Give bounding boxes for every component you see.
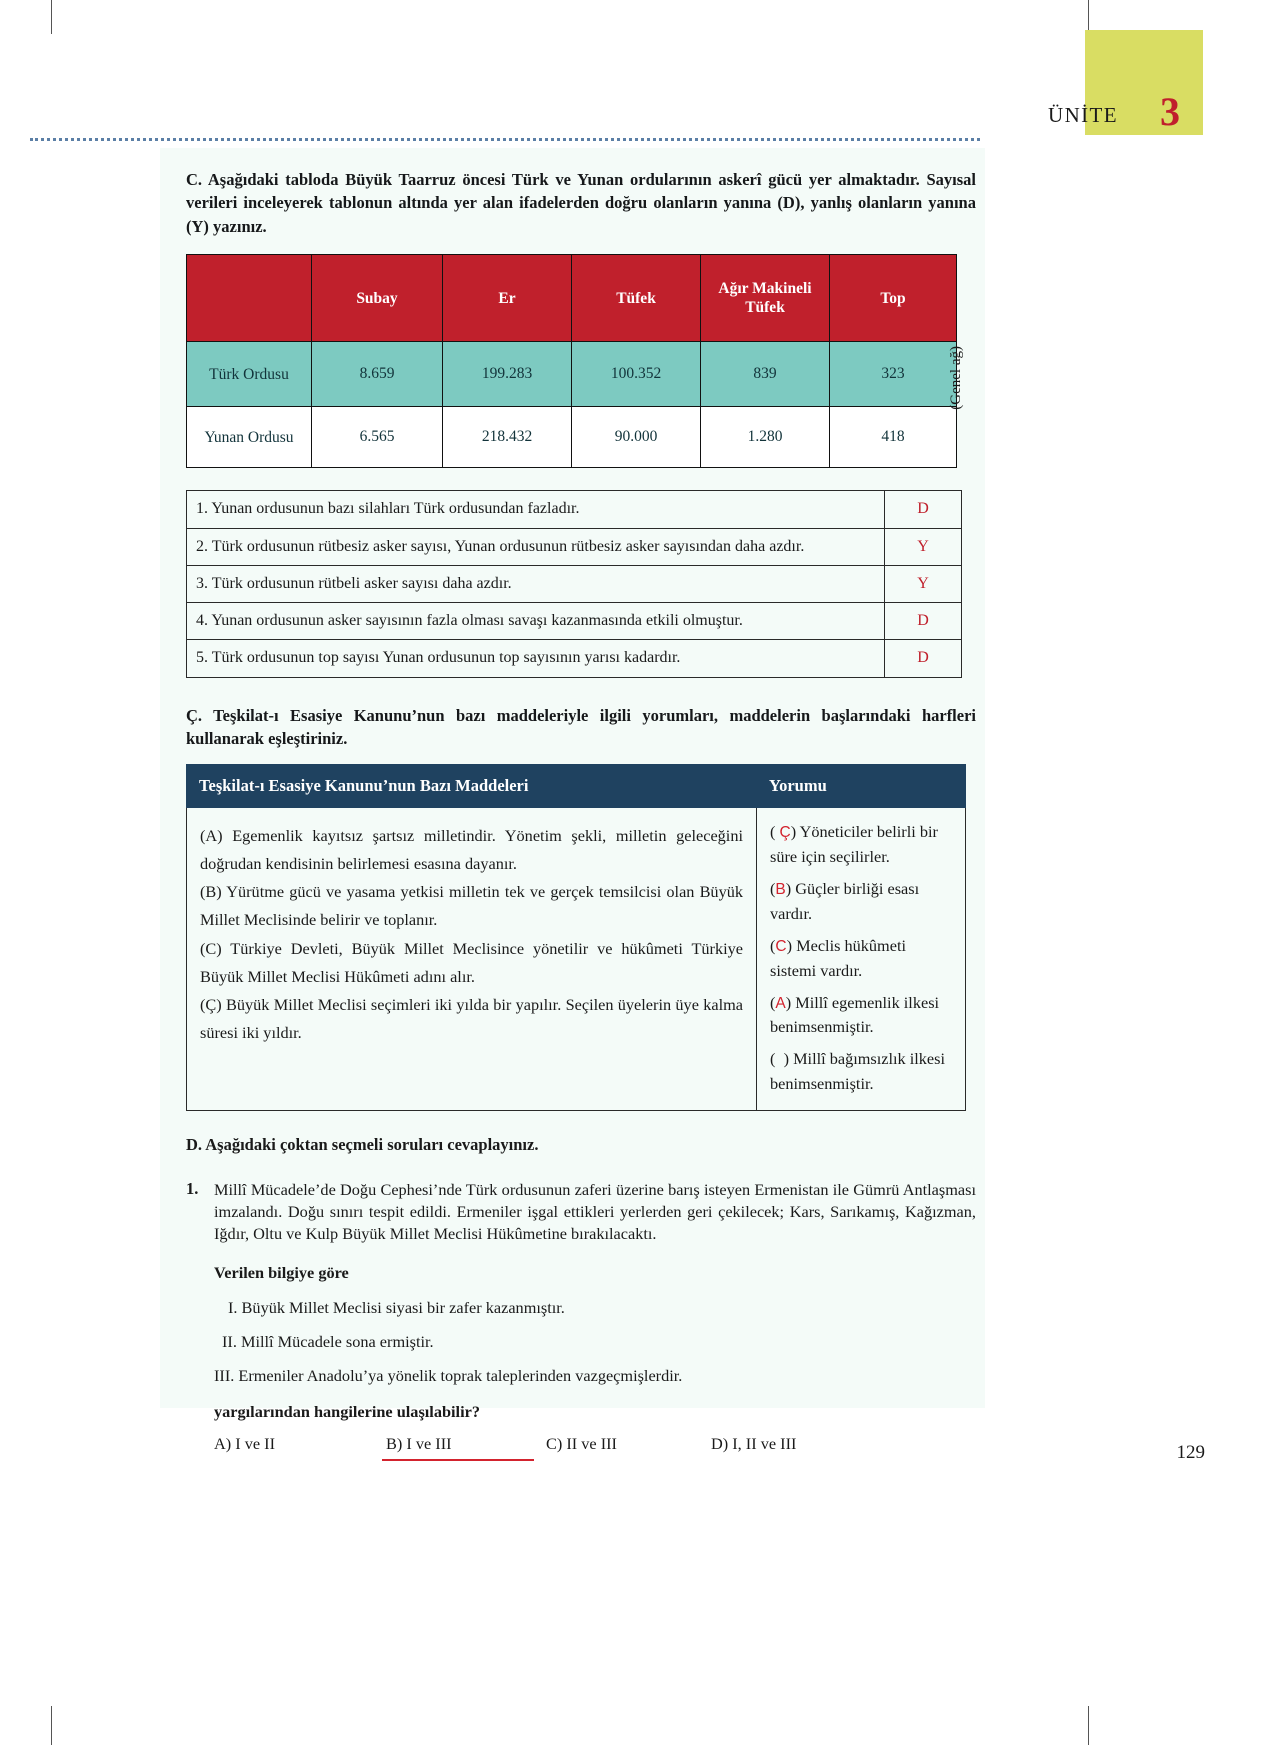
cell-turk-agir-makineli-tufek: 839 [701, 342, 830, 407]
crop-mark-bottom-left [51, 1706, 52, 1745]
choice-d[interactable]: D) I, II ve III [711, 1434, 797, 1454]
cell-turk-er: 199.283 [443, 342, 572, 407]
article-c-cedilla: (Ç) Büyük Millet Meclisi seçimleri iki yılda bir yapılır. Seçilen üyelerin üye kalma süresi iki yıldır. [200, 994, 743, 1042]
true-false-statements-table [186, 490, 962, 677]
statement-row-4 [187, 603, 962, 640]
cell-yunan-subay: 6.565 [312, 407, 443, 468]
statement-answer-1[interactable]: D [885, 491, 962, 528]
matching-table [186, 764, 966, 1111]
col-header-er: Er [443, 255, 572, 342]
statement-answer-4[interactable]: D [885, 603, 962, 640]
statement-row-5 [187, 640, 962, 677]
question-stem: Millî Mücadele’de Doğu Cephesi’nde Türk ordusunun zaferi üzerine barış isteyen Ermenistan ile Gümrü Antlaşması imzalandı. Doğu sınırı tespit edildi. Ermeniler işgal ettikleri yerlerden geri çekilecek; Kars, Sarıkamış, Kağızman, Iğdır, Oltu ve Kulp Büyük Millet Meclisi Hükûmetine bırakılacaktı. [214, 1180, 976, 1244]
article-b: (B) Yürütme gücü ve yasama yetkisi milletin tek ve gerçek temsilcisi olan Büyük Millet Meclisinde belirir ve toplanır. [200, 882, 743, 930]
statement-answer-2[interactable]: Y [885, 528, 962, 565]
section-d-prompt: D. Aşağıdaki çoktan seçmeli soruları cevaplayınız. [186, 1135, 539, 1155]
interpretation-answer-3[interactable]: C [775, 937, 787, 955]
cell-yunan-tufek: 90.000 [572, 407, 701, 468]
statement-answer-5[interactable]: D [885, 640, 962, 677]
col-header-agir-makineli-tufek: Ağır Makineli Tüfek [701, 255, 830, 342]
col-header-subay: Subay [312, 255, 443, 342]
interpretation-answer-4[interactable]: A [775, 994, 786, 1012]
matching-interpretations-cell [757, 808, 966, 1111]
question-ask: yargılarından hangilerine ulaşılabilir? [214, 1402, 480, 1422]
table-source-label: (Genel ağ) [948, 346, 964, 410]
interpretation-1[interactable]: ( Ç) Yöneticiler belirli bir süre için seçilirler. [770, 822, 938, 867]
table-row-turk-ordusu [187, 342, 957, 407]
statement-row-1 [187, 491, 962, 528]
statement-row-3 [187, 565, 962, 602]
unit-label: ÜNİTE [1048, 103, 1118, 127]
interpretation-5[interactable]: ( ) Millî bağımsızlık ilkesi benimsenmiştir. [770, 1049, 946, 1094]
col-header-top: Top [830, 255, 957, 342]
statement-answer-3[interactable]: Y [885, 565, 962, 602]
statement-text-4: 4. Yunan ordusunun asker sayısının fazla olması savaşı kazanmasında etkili olmuştur. [187, 603, 885, 640]
section-c-prompt: C. Aşağıdaki tabloda Büyük Taarruz öncesi Türk ve Yunan ordularının askerî gücü yer almaktadır. Sayısal verileri inceleyerek tablonun altında yer alan ifadelerden doğru olanların yanına (D), yanlış olanların yanına (Y) yazınız. [186, 170, 976, 236]
cell-turk-tufek: 100.352 [572, 342, 701, 407]
question-block-1 [186, 1179, 976, 1454]
cell-yunan-agir-makineli-tufek: 1.280 [701, 407, 830, 468]
army-strength-table [186, 254, 957, 468]
page-content [186, 168, 976, 1454]
cell-turk-subay: 8.659 [312, 342, 443, 407]
col-header-blank [187, 255, 312, 342]
roman-item-3: III. Ermeniler Anadolu’ya yönelik toprak taleplerinden vazgeçmişlerdir. [214, 1365, 683, 1385]
answer-choices [214, 1434, 976, 1454]
matching-content-row [187, 808, 966, 1111]
cell-yunan-er: 218.432 [443, 407, 572, 468]
table-header-row [187, 255, 957, 342]
interpretation-text-5: Millî bağımsızlık ilkesi benimsenmiştir. [770, 1049, 946, 1094]
col-header-tufek: Tüfek [572, 255, 701, 342]
statement-text-1: 1. Yunan ordusunun bazı silahları Türk ordusundan fazladır. [187, 491, 885, 528]
matching-header-yorumu: Yorumu [757, 765, 966, 808]
statement-row-2 [187, 528, 962, 565]
cell-yunan-top: 418 [830, 407, 957, 468]
article-c: (C) Türkiye Devleti, Büyük Millet Meclisince yönetilir ve hükûmeti Türkiye Büyük Millet Meclisi Hükûmeti adını alır. [200, 938, 743, 986]
cell-turk-top: 323 [830, 342, 957, 407]
article-a: (A) Egemenlik kayıtsız şartsız milletindir. Yönetim şekli, milletin geleceğini doğrudan kendisinin belirlemesi esasına dayanır. [200, 826, 743, 874]
page-number: 129 [1176, 1442, 1205, 1463]
choice-c[interactable]: C) II ve III [546, 1434, 617, 1454]
interpretation-text-4: Millî egemenlik ilkesi benimsenmiştir. [770, 992, 940, 1037]
interpretation-4[interactable]: (A) Millî egemenlik ilkesi benimsenmiştir. [770, 992, 940, 1037]
table-row-yunan-ordusu [187, 407, 957, 468]
choice-a[interactable]: A) I ve II [214, 1434, 276, 1454]
statement-text-3: 3. Türk ordusunun rütbeli asker sayısı daha azdır. [187, 565, 885, 602]
crop-mark-bottom-right [1088, 1706, 1089, 1745]
choice-b[interactable]: B) I ve III [386, 1434, 546, 1454]
section-c-cedilla-prompt: Ç. Teşkilat-ı Esasiye Kanunu’nun bazı maddeleriyle ilgili yorumları, maddelerin başlarındaki harfleri kullanarak eşleştiriniz. [186, 705, 976, 749]
interpretation-3[interactable]: (C) Meclis hükûmeti sistemi vardır. [770, 935, 906, 980]
matching-header-row [187, 765, 966, 808]
army-table-wrap [186, 254, 964, 468]
question-body [214, 1179, 976, 1454]
crop-mark-top-right [1088, 0, 1089, 34]
interpretation-answer-1[interactable]: Ç [779, 824, 791, 842]
roman-item-2: II. Millî Mücadele sona ermiştir. [222, 1331, 434, 1351]
interpretation-answer-2[interactable]: B [775, 881, 786, 899]
interpretation-text-2: Güçler birliği esası vardır. [770, 879, 920, 923]
interpretation-text-1: Yöneticiler belirli bir süre için seçilirler. [770, 822, 938, 867]
unit-number: 3 [1160, 89, 1180, 134]
row-label-turk-ordusu: Türk Ordusu [187, 342, 312, 407]
roman-item-1: I. Büyük Millet Meclisi siyasi bir zafer kazanmıştır. [228, 1297, 565, 1317]
statement-text-2: 2. Türk ordusunun rütbesiz asker sayısı, Yunan ordusunun rütbesiz asker sayısından daha azdır. [187, 528, 885, 565]
row-label-yunan-ordusu: Yunan Ordusu [187, 407, 312, 468]
matching-header-articles: Teşkilat-ı Esasiye Kanunu’nun Bazı Maddeleri [187, 765, 757, 808]
interpretation-text-3: Meclis hükûmeti sistemi vardır. [770, 935, 906, 980]
question-number: 1. [186, 1179, 199, 1199]
interpretation-2[interactable]: (B) Güçler birliği esası vardır. [770, 879, 920, 923]
crop-mark-top-left [51, 0, 52, 34]
question-lead-in: Verilen bilgiye göre [214, 1262, 349, 1282]
matching-articles-cell [187, 808, 757, 1111]
statement-text-5: 5. Türk ordusunun top sayısı Yunan ordusunun top sayısının yarısı kadardır. [187, 640, 885, 677]
header-divider [30, 138, 980, 141]
